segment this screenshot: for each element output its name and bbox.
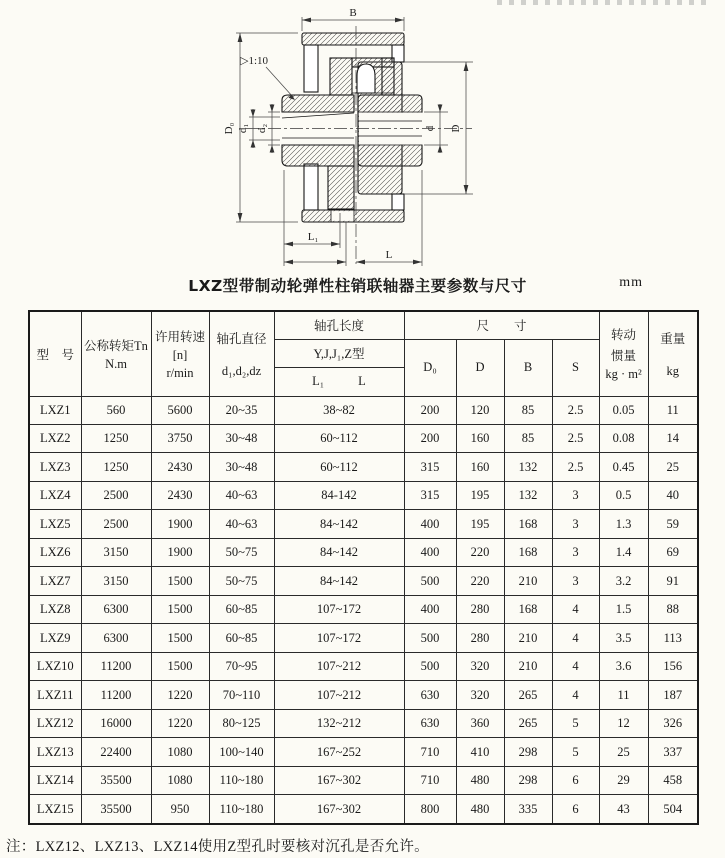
inertia-cell: 43: [599, 795, 648, 824]
D0-cell: 630: [404, 709, 456, 737]
D0-cell: 500: [404, 624, 456, 652]
speed-cell: 1080: [151, 766, 209, 794]
S-cell: 6: [552, 795, 599, 824]
bore-cell: 70~95: [209, 652, 274, 680]
table-row: [29, 424, 698, 452]
svg-text:d: d: [424, 125, 436, 132]
S-cell: 3: [552, 481, 599, 509]
table-title: LXZ型带制动轮弹性柱销联轴器主要参数与尺寸: [188, 277, 527, 295]
bore-cell: 110~180: [209, 766, 274, 794]
header-speed-line2: [n]: [172, 347, 188, 362]
torque-cell: 11200: [81, 681, 151, 709]
torque-cell: 11200: [81, 652, 151, 680]
model-cell: LXZ14: [29, 766, 81, 794]
torque-cell: 35500: [81, 766, 151, 794]
header-speed: [151, 311, 209, 396]
header-torque-line1: 公称转矩Tn: [84, 338, 148, 353]
header-inertia-line2: 惯量: [611, 349, 637, 364]
D-cell: 320: [456, 652, 504, 680]
D-cell: 160: [456, 424, 504, 452]
model-cell: LXZ2: [29, 424, 81, 452]
B-cell: 265: [504, 709, 552, 737]
B-cell: 85: [504, 396, 552, 424]
length-cell: 167~302: [274, 795, 404, 824]
weight-cell: 187: [648, 681, 698, 709]
S-cell: 5: [552, 709, 599, 737]
inertia-cell: 3.6: [599, 652, 648, 680]
weight-cell: 59: [648, 510, 698, 538]
speed-cell: 1220: [151, 709, 209, 737]
length-cell: 60~112: [274, 453, 404, 481]
bore-cell: 110~180: [209, 795, 274, 824]
header-weight-line1: 重量: [660, 331, 686, 346]
weight-cell: 40: [648, 481, 698, 509]
length-cell: 107~172: [274, 595, 404, 623]
S-cell: 4: [552, 624, 599, 652]
D-cell: 280: [456, 595, 504, 623]
model-cell: LXZ3: [29, 453, 81, 481]
header-D: D: [456, 339, 504, 396]
table-row: [29, 538, 698, 566]
B-cell: 265: [504, 681, 552, 709]
B-cell: 132: [504, 481, 552, 509]
table-row: [29, 396, 698, 424]
speed-cell: 2430: [151, 453, 209, 481]
header-inertia-line3: kg · m²: [605, 367, 642, 382]
torque-cell: 1250: [81, 453, 151, 481]
torque-cell: 6300: [81, 624, 151, 652]
D-cell: 195: [456, 481, 504, 509]
torque-cell: 16000: [81, 709, 151, 737]
header-L-label: L: [358, 374, 366, 388]
inertia-cell: 12: [599, 709, 648, 737]
weight-cell: 504: [648, 795, 698, 824]
header-torque: [81, 311, 151, 396]
B-cell: 210: [504, 652, 552, 680]
D0-cell: 200: [404, 424, 456, 452]
length-cell: 84~142: [274, 510, 404, 538]
D0-cell: 315: [404, 481, 456, 509]
svg-text:d₂: d₂: [256, 123, 268, 134]
inertia-cell: 3.5: [599, 624, 648, 652]
length-cell: 84~142: [274, 567, 404, 595]
length-cell: 38~82: [274, 396, 404, 424]
D0-cell: 400: [404, 538, 456, 566]
D0-cell: 710: [404, 766, 456, 794]
D0-cell: 500: [404, 567, 456, 595]
bore-cell: 50~75: [209, 567, 274, 595]
table-row: [29, 652, 698, 680]
svg-text:D: D: [450, 124, 462, 133]
speed-cell: 2430: [151, 481, 209, 509]
header-bore: [209, 311, 274, 396]
D-cell: 220: [456, 567, 504, 595]
B-cell: 168: [504, 595, 552, 623]
svg-text:L₁: L₁: [307, 231, 319, 243]
length-cell: 107~172: [274, 624, 404, 652]
header-weight-line2: kg: [666, 363, 680, 378]
table-row: [29, 681, 698, 709]
inertia-cell: 0.45: [599, 453, 648, 481]
bore-cell: 30~48: [209, 424, 274, 452]
D-cell: 410: [456, 738, 504, 766]
inertia-cell: 25: [599, 738, 648, 766]
bore-cell: 60~85: [209, 624, 274, 652]
svg-text:d₁: d₁: [237, 123, 249, 134]
torque-cell: 3150: [81, 567, 151, 595]
D0-cell: 315: [404, 453, 456, 481]
model-cell: LXZ13: [29, 738, 81, 766]
D-cell: 160: [456, 453, 504, 481]
inertia-cell: 1.3: [599, 510, 648, 538]
header-D0: D₀: [404, 339, 456, 396]
torque-cell: 22400: [81, 738, 151, 766]
speed-cell: 1500: [151, 652, 209, 680]
torque-cell: 3150: [81, 538, 151, 566]
spec-table-body: [29, 396, 698, 824]
footnote: 注：LXZ12、LXZ13、LXZ14使用Z型孔时要核对沉孔是否允许。: [6, 839, 429, 855]
D0-cell: 200: [404, 396, 456, 424]
weight-cell: 337: [648, 738, 698, 766]
speed-cell: 5600: [151, 396, 209, 424]
B-cell: 85: [504, 424, 552, 452]
unit-label: mm: [619, 275, 643, 290]
inertia-cell: 1.5: [599, 595, 648, 623]
length-cell: 84~142: [274, 538, 404, 566]
B-cell: 210: [504, 567, 552, 595]
header-length-types: Y,J,J₁,Z型: [274, 339, 404, 367]
D0-cell: 800: [404, 795, 456, 824]
S-cell: 3: [552, 567, 599, 595]
S-cell: 4: [552, 595, 599, 623]
torque-cell: 560: [81, 396, 151, 424]
svg-text:B: B: [349, 7, 357, 19]
table-row: [29, 738, 698, 766]
S-cell: 5: [552, 738, 599, 766]
bore-cell: 50~75: [209, 538, 274, 566]
bore-cell: 20~35: [209, 396, 274, 424]
S-cell: 2.5: [552, 396, 599, 424]
header-S: S: [552, 339, 599, 396]
B-cell: 132: [504, 453, 552, 481]
speed-cell: 1900: [151, 510, 209, 538]
weight-cell: 14: [648, 424, 698, 452]
B-cell: 168: [504, 538, 552, 566]
bore-cell: 100~140: [209, 738, 274, 766]
D-cell: 195: [456, 510, 504, 538]
header-bore-line2: d₁,d₂,dz: [221, 363, 262, 378]
S-cell: 4: [552, 681, 599, 709]
D-cell: 120: [456, 396, 504, 424]
table-row: [29, 709, 698, 737]
bore-cell: 40~63: [209, 481, 274, 509]
table-row: [29, 567, 698, 595]
model-cell: LXZ4: [29, 481, 81, 509]
bore-cell: 30~48: [209, 453, 274, 481]
model-cell: LXZ8: [29, 595, 81, 623]
taper-note: [240, 55, 295, 100]
inertia-cell: 11: [599, 681, 648, 709]
weight-cell: 25: [648, 453, 698, 481]
header-inertia-line1: 转动: [611, 328, 637, 343]
bore-cell: 40~63: [209, 510, 274, 538]
svg-text:▷1:10: ▷1:10: [240, 55, 269, 67]
length-cell: 167~302: [274, 766, 404, 794]
D0-cell: 710: [404, 738, 456, 766]
length-cell: 167~252: [274, 738, 404, 766]
speed-cell: 1900: [151, 538, 209, 566]
B-cell: 335: [504, 795, 552, 824]
header-inertia: [599, 311, 648, 396]
table-row: [29, 510, 698, 538]
model-cell: LXZ15: [29, 795, 81, 824]
D-cell: 220: [456, 538, 504, 566]
D-cell: 320: [456, 681, 504, 709]
S-cell: 3: [552, 538, 599, 566]
header-speed-line3: r/min: [166, 365, 194, 380]
S-cell: 6: [552, 766, 599, 794]
svg-text:L: L: [385, 249, 393, 261]
S-cell: 3: [552, 510, 599, 538]
weight-cell: 458: [648, 766, 698, 794]
D0-cell: 400: [404, 595, 456, 623]
length-cell: 132~212: [274, 709, 404, 737]
inertia-cell: 3.2: [599, 567, 648, 595]
D0-cell: 400: [404, 510, 456, 538]
header-bore-line1: 轴孔直径: [216, 331, 267, 346]
D0-cell: 500: [404, 652, 456, 680]
header-model: [29, 311, 81, 396]
header-length-group: 轴孔长度: [274, 311, 404, 339]
torque-cell: 6300: [81, 595, 151, 623]
weight-cell: 88: [648, 595, 698, 623]
inertia-cell: 1.4: [599, 538, 648, 566]
B-cell: 210: [504, 624, 552, 652]
model-cell: LXZ5: [29, 510, 81, 538]
torque-cell: 1250: [81, 424, 151, 452]
inertia-cell: 0.08: [599, 424, 648, 452]
length-cell: 107~212: [274, 652, 404, 680]
model-cell: LXZ7: [29, 567, 81, 595]
speed-cell: 1500: [151, 624, 209, 652]
table-row: [29, 624, 698, 652]
torque-cell: 2500: [81, 510, 151, 538]
header-weight: [648, 311, 698, 396]
length-cell: 107~212: [274, 681, 404, 709]
weight-cell: 326: [648, 709, 698, 737]
model-cell: LXZ12: [29, 709, 81, 737]
weight-cell: 11: [648, 396, 698, 424]
S-cell: 4: [552, 652, 599, 680]
length-cell: 60~112: [274, 424, 404, 452]
header-speed-line1: 许用转速: [154, 329, 205, 344]
caption-row: [0, 274, 725, 298]
header-B: B: [504, 339, 552, 396]
inertia-cell: 29: [599, 766, 648, 794]
svg-text:D₀: D₀: [223, 122, 235, 135]
weight-cell: 69: [648, 538, 698, 566]
spec-table: [28, 310, 699, 825]
speed-cell: 950: [151, 795, 209, 824]
speed-cell: 1220: [151, 681, 209, 709]
D-cell: 480: [456, 766, 504, 794]
model-cell: LXZ1: [29, 396, 81, 424]
model-cell: LXZ9: [29, 624, 81, 652]
header-size-group: 尺 寸: [404, 311, 599, 339]
model-cell: LXZ6: [29, 538, 81, 566]
bore-cell: 70~110: [209, 681, 274, 709]
header-torque-line2: N.m: [105, 356, 127, 371]
header-L1-L: [274, 367, 404, 396]
weight-cell: 156: [648, 652, 698, 680]
torque-cell: 35500: [81, 795, 151, 824]
B-cell: 168: [504, 510, 552, 538]
table-row: [29, 481, 698, 509]
table-row: [29, 766, 698, 794]
weight-cell: 91: [648, 567, 698, 595]
model-cell: LXZ11: [29, 681, 81, 709]
coupling-section-drawing: [0, 0, 725, 272]
header-model-label: 型 号: [36, 347, 74, 362]
S-cell: 2.5: [552, 453, 599, 481]
D-cell: 360: [456, 709, 504, 737]
speed-cell: 3750: [151, 424, 209, 452]
bore-cell: 60~85: [209, 595, 274, 623]
dim-B: [302, 7, 404, 31]
torque-cell: 2500: [81, 481, 151, 509]
table-row: [29, 453, 698, 481]
D-cell: 480: [456, 795, 504, 824]
B-cell: 298: [504, 766, 552, 794]
inertia-cell: 0.5: [599, 481, 648, 509]
speed-cell: 1500: [151, 567, 209, 595]
weight-cell: 113: [648, 624, 698, 652]
header-L1-label: L₁: [312, 374, 325, 388]
B-cell: 298: [504, 738, 552, 766]
table-row: [29, 795, 698, 824]
D-cell: 280: [456, 624, 504, 652]
model-cell: LXZ10: [29, 652, 81, 680]
table-row: [29, 595, 698, 623]
D0-cell: 630: [404, 681, 456, 709]
bore-cell: 80~125: [209, 709, 274, 737]
speed-cell: 1500: [151, 595, 209, 623]
inertia-cell: 0.05: [599, 396, 648, 424]
length-cell: 84-142: [274, 481, 404, 509]
speed-cell: 1080: [151, 738, 209, 766]
S-cell: 2.5: [552, 424, 599, 452]
